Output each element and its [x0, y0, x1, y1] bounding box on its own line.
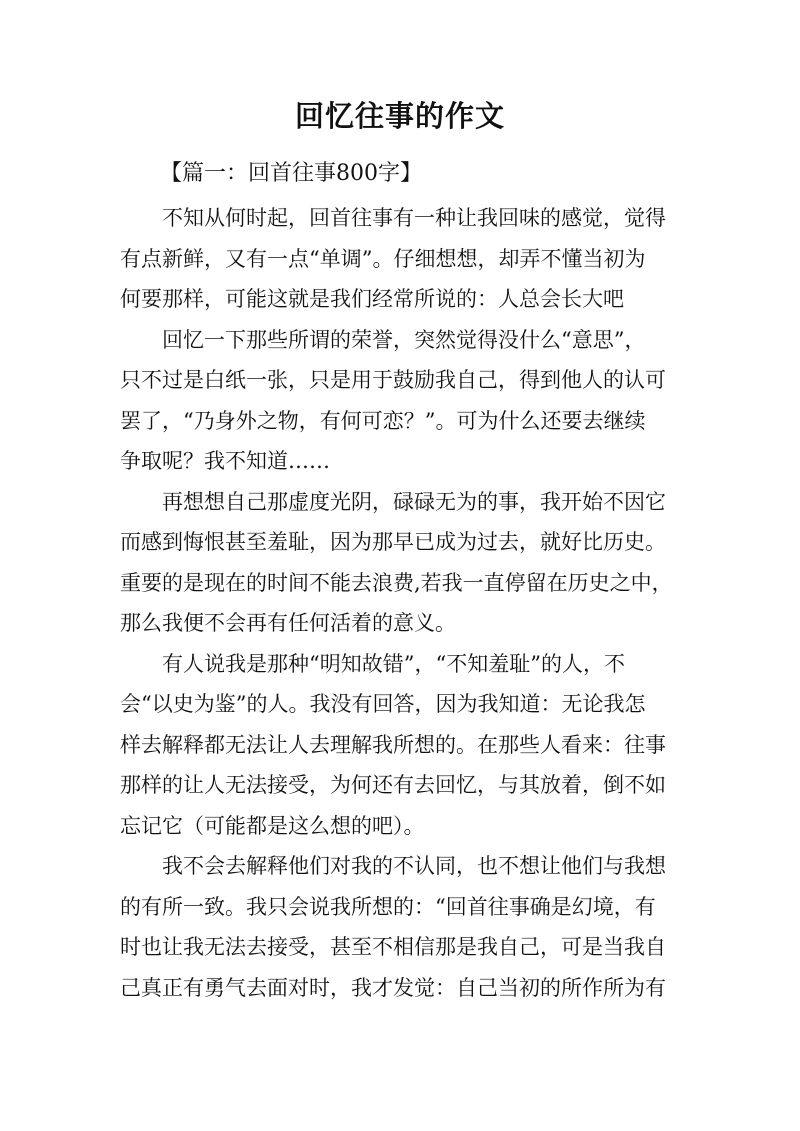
paragraph-4 [120, 644, 680, 847]
text-line: 己真正有勇气去面对时，我才发觉：自己当初的所作所为有 [120, 975, 666, 1000]
text-line: 何要那样，可能这就是我们经常所说的：人总会长大吧 [120, 287, 624, 311]
text-line: 有人说我是那种“明知故错”，“不知羞耻”的人，不 [162, 651, 625, 676]
text-line: 回忆一下那些所谓的荣誉，突然觉得没什么“意思”， [162, 327, 646, 352]
text-line: 争取呢？我不知道…… [120, 449, 330, 473]
text-line: 有点新鲜，又有一点“单调”。仔细想想，却弄不懂当初为 [120, 246, 646, 271]
text-line: 我不会去解释他们对我的不认同，也不想让他们与我想 [162, 854, 666, 878]
text-line: 而感到悔恨甚至羞耻，因为那早已成为过去，就好比历史。 [120, 530, 666, 554]
text-line: 再想想自己那虚度光阴，碌碌无为的事，我开始不因它 [162, 489, 666, 514]
paragraph-3 [120, 482, 680, 644]
text-line: 的有所一致。我只会说我所想的：“回首往事确是幻境，有 [120, 894, 656, 919]
text-line: 不知从何时起，回首往事有一种让我回味的感觉，觉得 [162, 206, 666, 230]
text-line: 重要的是现在的时间不能去浪费,若我一直停留在历史之中， [120, 570, 673, 595]
paragraph-2 [120, 320, 680, 482]
text-line: 罢了，“乃身外之物，有何可恋？”。可为什么还要去继续 [120, 408, 646, 433]
text-line: 会“以史为鉴”的人。我没有回答，因为我知道：无论我怎 [120, 692, 646, 716]
document-body [120, 198, 680, 1008]
section-heading: 【篇一：回首往事800字】 [160, 161, 422, 186]
text-line: 那样的让人无法接受，为何还有去回忆，与其放着，倒不如 [120, 773, 666, 797]
text-line: 时也让我无法去接受，甚至不相信那是我自己，可是当我自 [120, 935, 666, 959]
text-line: 那么我便不会再有任何活着的意义。 [120, 611, 456, 635]
text-line: 忘记它（可能都是这么想的吧）。 [120, 813, 425, 838]
document-title: 回忆往事的作文 [294, 99, 505, 133]
paragraph-5 [120, 846, 680, 1008]
paragraph-1 [120, 198, 680, 320]
text-line: 样去解释都无法让人去理解我所想的。在那些人看来：往事 [120, 732, 666, 757]
text-line: 只不过是白纸一张，只是用于鼓励我自己，得到他人的认可 [120, 368, 666, 392]
